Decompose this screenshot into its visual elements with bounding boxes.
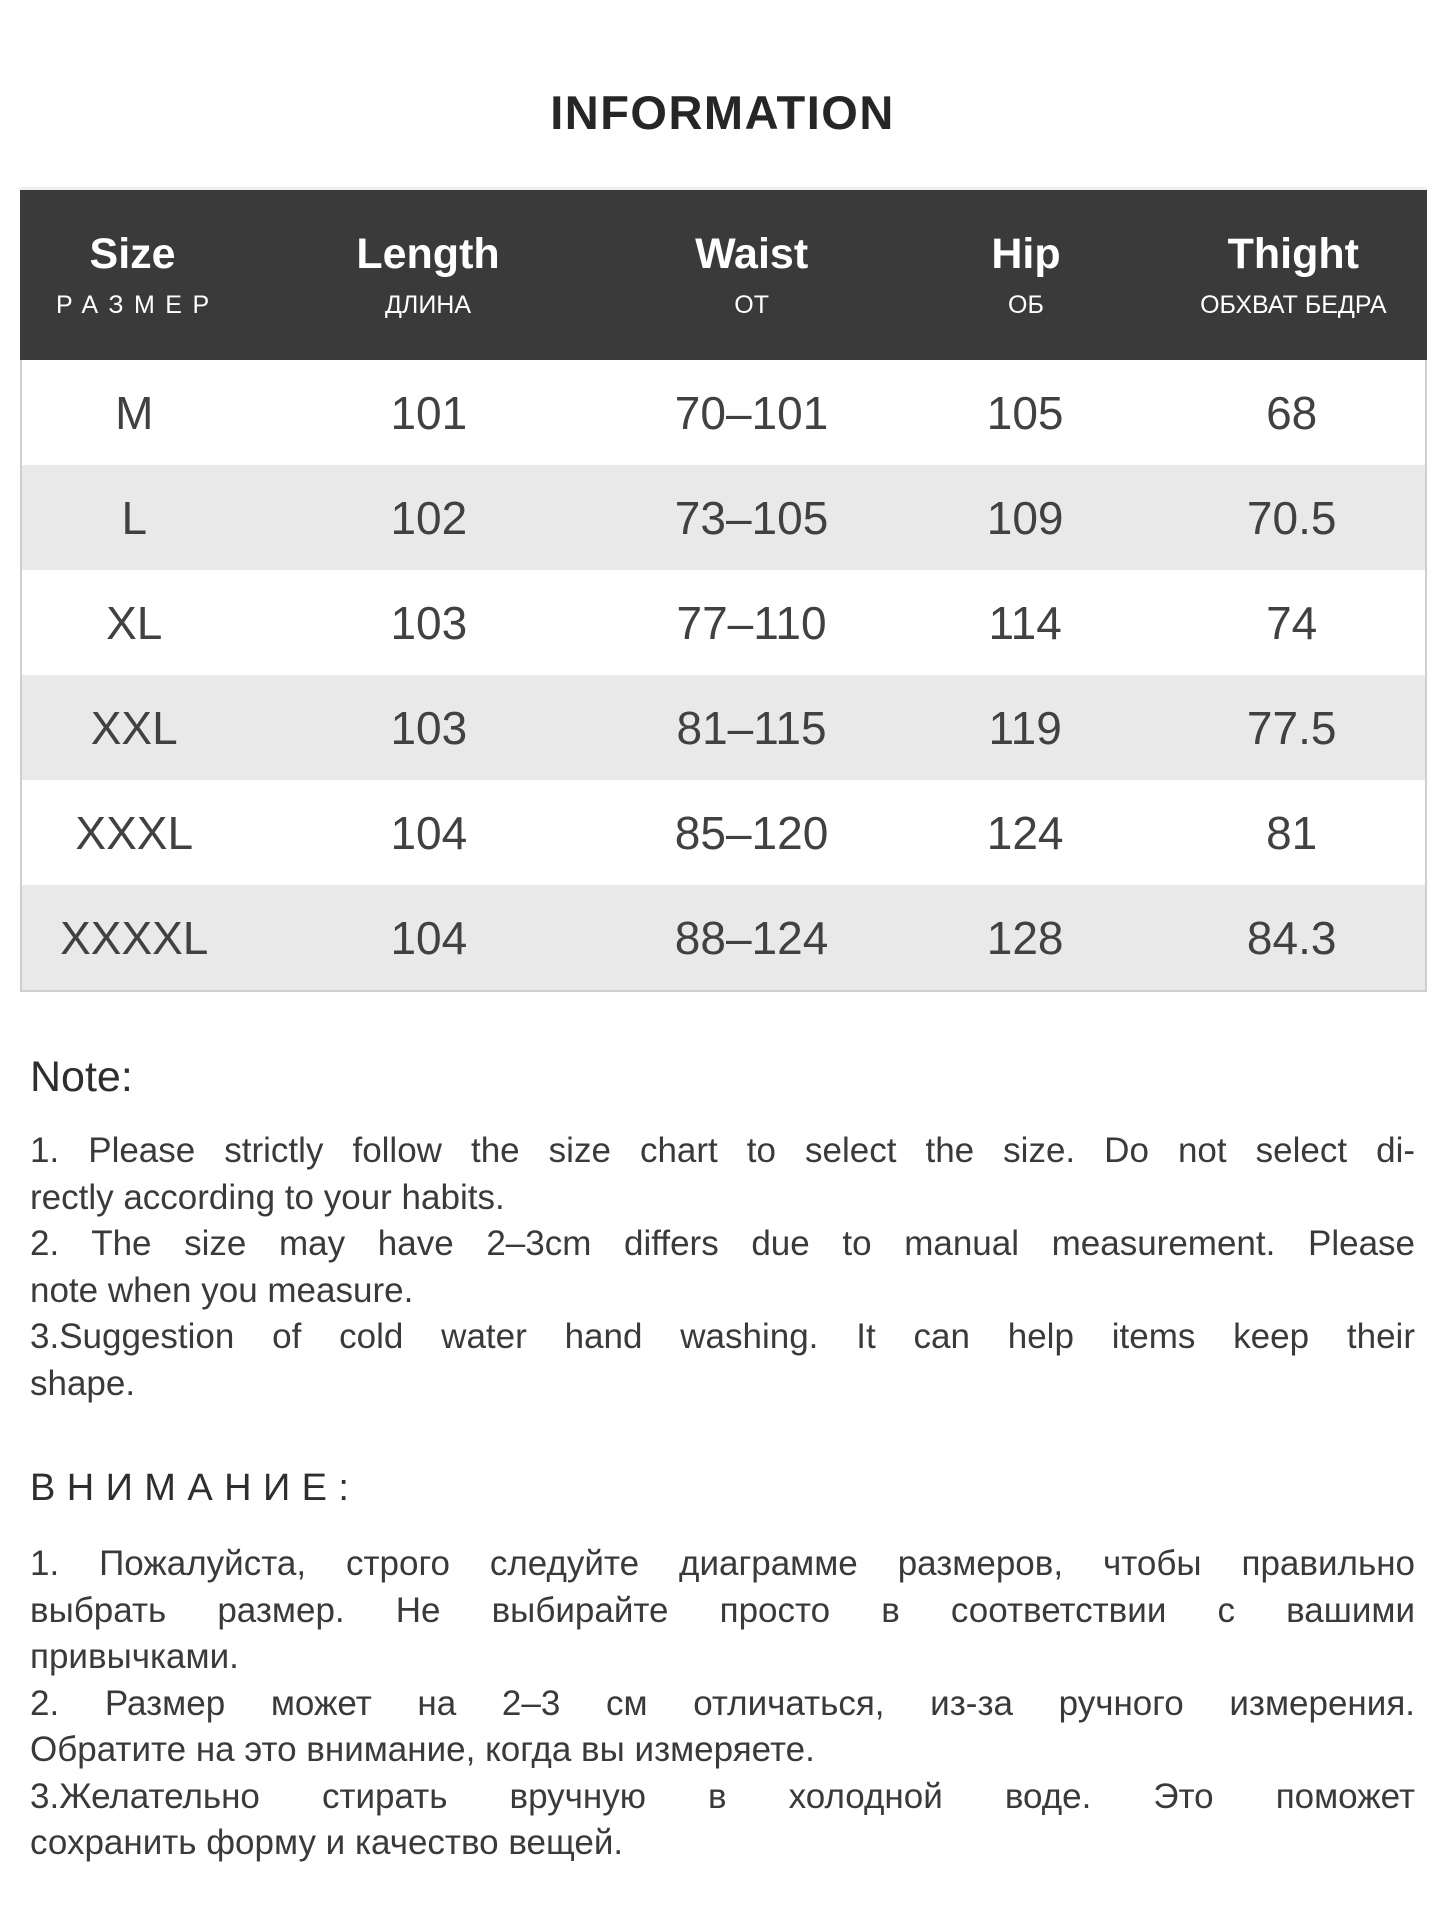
table-row <box>22 780 1425 885</box>
notes-en-heading: Note: <box>30 1053 133 1101</box>
table-cell: XXL <box>90 701 178 754</box>
header-label-ru: РАЗМЕР <box>55 290 220 319</box>
table-cell: 77–110 <box>676 596 827 649</box>
table-cell: XXXL <box>75 806 194 859</box>
header-cell <box>20 190 245 360</box>
notes-section <box>30 1052 1415 1867</box>
table-row <box>22 675 1425 780</box>
table-cell: 85–120 <box>674 806 829 859</box>
table-cell: 124 <box>986 806 1064 859</box>
table-cell: 68 <box>1266 386 1318 439</box>
page-title: INFORMATION <box>550 86 895 139</box>
header-label-en: Length <box>356 229 500 278</box>
note-line: 3.Suggestion of cold water hand washing. It can help items keep their <box>30 1317 1415 1356</box>
note-line: 1. Пожалуйста, строго следуйте диаграмме размеров, чтобы правильно <box>30 1544 1415 1583</box>
size-table-header <box>20 187 1427 360</box>
header-label-en: Hip <box>991 229 1061 278</box>
header-cell <box>245 190 611 360</box>
note-line: 2. Размер может на 2–3 см отличаться, из-за ручного измерения. <box>30 1683 1415 1723</box>
size-table-body <box>20 360 1427 992</box>
table-cell: 70.5 <box>1246 491 1337 544</box>
header-cell <box>892 190 1159 360</box>
table-cell: 81–115 <box>676 701 827 754</box>
notes-ru-heading: ВНИМАНИЕ: <box>30 1467 361 1509</box>
notes-en-paragraphs <box>30 1128 1415 1407</box>
table-row <box>22 570 1425 675</box>
table-cell: 74 <box>1266 596 1318 649</box>
note-line: Обратите на это внимание, когда вы измеряете. <box>30 1730 815 1769</box>
note-line: rectly according to your habits. <box>30 1177 505 1217</box>
table-cell: L <box>121 491 148 544</box>
table-cell: 81 <box>1266 806 1318 859</box>
table-row <box>22 885 1425 990</box>
table-cell: M <box>115 386 154 439</box>
header-label-en: Waist <box>695 229 809 278</box>
note-line: note when you measure. <box>30 1270 414 1310</box>
header-label-ru: ОТ <box>734 290 769 319</box>
note-line: 2. The size may have 2–3cm differs due to manual measurement. Please <box>30 1224 1415 1263</box>
table-cell: 73–105 <box>674 491 829 544</box>
table-cell: 84.3 <box>1246 911 1337 964</box>
table-cell: 104 <box>390 911 468 964</box>
table-cell: 70–101 <box>674 386 829 439</box>
header-label-ru: ОБ <box>1008 290 1044 319</box>
note-line: выбрать размер. Не выбирайте просто в соответствии с вашими <box>30 1590 1415 1630</box>
header-label-ru: ДЛИНА <box>384 290 472 319</box>
table-cell: XL <box>106 596 163 649</box>
table-cell: 88–124 <box>674 911 829 964</box>
table-cell: 102 <box>390 491 468 544</box>
table-cell: 128 <box>986 911 1064 964</box>
note-line: 1. Please strictly follow the size chart to select the size. Do not select di- <box>30 1131 1415 1170</box>
table-cell: 109 <box>986 491 1064 544</box>
table-cell: 101 <box>390 386 468 439</box>
note-line: 3.Желательно стирать вручную в холодной воде. Это поможет <box>30 1776 1415 1816</box>
table-row <box>22 360 1425 465</box>
table-cell: 103 <box>390 596 468 649</box>
table-cell: XXXXL <box>60 911 209 964</box>
header-label-en: Thight <box>1227 229 1359 278</box>
note-line: привычками. <box>30 1637 239 1676</box>
header-label-ru: ОБХВАТ БЕДРА <box>1200 290 1387 319</box>
table-row <box>22 465 1425 570</box>
note-line: shape. <box>30 1363 136 1403</box>
table-cell: 103 <box>390 701 468 754</box>
size-table <box>20 187 1427 992</box>
notes-ru-paragraphs <box>30 1541 1415 1867</box>
table-cell: 105 <box>986 386 1064 439</box>
table-cell: 104 <box>390 806 468 859</box>
table-cell: 119 <box>988 701 1062 754</box>
header-cell <box>1160 190 1427 360</box>
table-cell: 114 <box>988 596 1062 649</box>
note-line: сохранить форму и качество вещей. <box>30 1823 624 1862</box>
table-cell: 77.5 <box>1246 701 1337 754</box>
header-cell <box>611 190 892 360</box>
header-label-en: Size <box>89 229 176 278</box>
